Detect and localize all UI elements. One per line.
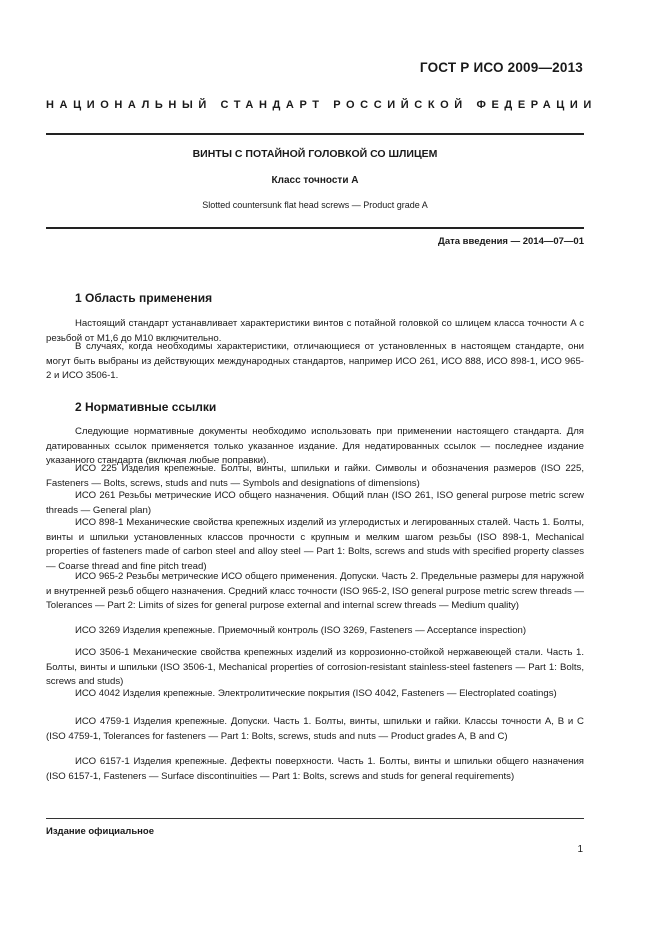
section-1-paragraph: В случаях, когда необходимы характеристики, отличающиеся от установленных в настоящем стандарте, они могут быть выбраны из действующих международных стандартов, например ИСО 261, ИСО 888, ИСО 898-1, ИСО 965-2 и ИСО 3506-1. [46,341,584,381]
document-code: ГОСТ Р ИСО 2009—2013 [419,60,583,75]
section-1-paragraph: Настоящий стандарт устанавливает характеристики винтов с потайной головкой со шлицем класса точности A с резьбой от М1,6 до М10 включительно. [46,318,584,344]
section-2-paragraph: Следующие нормативные документы необходимо использовать при применении настоящего стандарта. Для датированных ссылок применяется только указанное издание. Для недатированных ссылок — последнее издание указанного стандарта (включая любые поправки). [46,426,584,466]
document-title: ВИНТЫ С ПОТАЙНОЙ ГОЛОВКОЙ СО ШЛИЦЕМ [192,148,438,160]
reference-item: ИСО 3269 Изделия крепежные. Приемочный контроль (ISO 3269, Fasteners — Acceptance inspection) [75,625,527,636]
introduction-date: Дата введения — 2014—07—01 [438,236,584,247]
section-2-title: 2 Нормативные ссылки [75,400,217,414]
national-standard-heading: НАЦИОНАЛЬНЫЙ СТАНДАРТ РОССИЙСКОЙ ФЕДЕРАЦИИ [46,99,597,111]
reference-item: ИСО 3506-1 Механические свойства крепежных изделий из коррозионно-стойкой нержавеющей стали. Часть 1. Болты, винты и шпильки (ISO 3506-1, Mechanical properties of corrosion-resistant stainless-steel fasteners — Part 1: Bolts, screws and studs) [46,647,584,687]
reference-item: ИСО 4042 Изделия крепежные. Электролитические покрытия (ISO 4042, Fasteners — Electroplated coatings) [75,688,557,699]
reference-item: ИСО 4759-1 Изделия крепежные. Допуски. Часть 1. Болты, винты, шпильки и гайки. Классы точности A, B и C (ISO 4759-1, Tolerances for fasteners — Part 1: Bolts, screws, studs and nuts — Product grades A, B and C) [46,716,584,742]
edition-note: Издание официальное [46,826,154,837]
reference-item: ИСО 261 Резьбы метрические ИСО общего назначения. Общий план (ISO 261, ISO general purpose metric screw threads — General plan) [46,490,584,516]
header-divider [46,133,584,135]
reference-item: ИСО 898-1 Механические свойства крепежных изделий из углеродистых и легированных сталей. Часть 1. Болты, винты и шпильки установленных классов прочности с крупным и мелким шагом резьбы (ISO 898-1, Mechanical properties of fasteners made of carbon steel and alloy steel — Part 1: Bolts, screws and studs with specified property classes — Coarse thread and fine pitch tread) [46,517,584,572]
page-number: 1 [577,844,583,855]
reference-item: ИСО 225 Изделия крепежные. Болты, винты, шпильки и гайки. Символы и обозначения размеров (ISO 225, Fasteners — Bolts, screws, studs and nuts — Symbols and designations of dimensions) [46,463,584,489]
title-divider [46,227,584,229]
reference-item: ИСО 6157-1 Изделия крепежные. Дефекты поверхности. Часть 1. Болты, винты и шпильки общего назначения (ISO 6157-1, Fasteners — Surface discontinuities — Part 1: Bolts, screws and studs for general requirements) [46,756,584,782]
document-subtitle: Класс точности A [271,175,359,186]
section-1-title: 1 Область применения [75,291,213,305]
reference-item: ИСО 965-2 Резьбы метрические ИСО общего применения. Допуски. Часть 2. Предельные размеры для наружной и внутренней резьб общего назначения. Средний класс точности (ISO 965-2, ISO general purpose metric screw threads — Tolerances — Part 2: Limits of sizes for general purpose external and internal screw threads — Medium quality) [46,571,584,611]
footer-divider [46,818,584,819]
english-title: Slotted countersunk flat head screws — Product grade A [202,200,428,210]
